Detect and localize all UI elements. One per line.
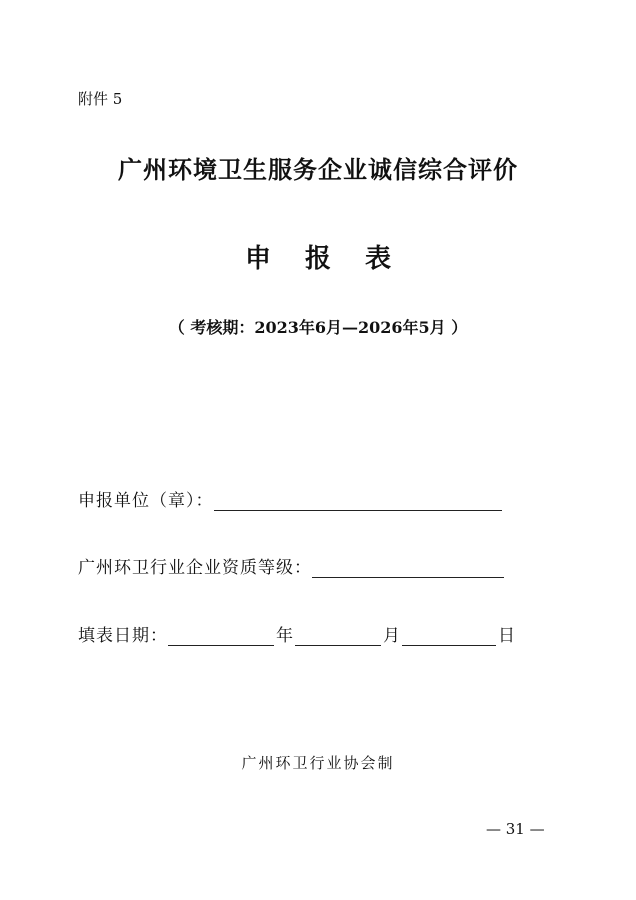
- level-field-line[interactable]: [312, 559, 504, 578]
- level-field-label: 广州环卫行业企业资质等级：: [78, 558, 312, 578]
- assessment-period: （ 考核期：2023年6月—2026年5月 ）: [168, 318, 468, 337]
- page-number: — 31 —: [486, 820, 545, 838]
- level-field-row: [78, 553, 504, 578]
- year-unit: 年: [276, 626, 293, 646]
- year-field-line[interactable]: [168, 627, 274, 646]
- attachment-label: 附件 5: [78, 90, 123, 108]
- date-field-row: [78, 621, 517, 646]
- document-subtitle: 申报表: [244, 244, 425, 274]
- month-unit: 月: [383, 626, 400, 646]
- day-field-line[interactable]: [402, 627, 496, 646]
- day-unit: 日: [498, 626, 515, 646]
- issuer-label: 广州环卫行业协会制: [241, 754, 395, 772]
- unit-field-row: [78, 486, 502, 511]
- date-field-label: 填表日期：: [78, 626, 168, 646]
- document-title: 广州环境卫生服务企业诚信综合评价: [118, 155, 518, 184]
- month-field-line[interactable]: [295, 627, 381, 646]
- unit-field-label: 申报单位（章）：: [78, 491, 214, 511]
- unit-field-line[interactable]: [214, 492, 502, 511]
